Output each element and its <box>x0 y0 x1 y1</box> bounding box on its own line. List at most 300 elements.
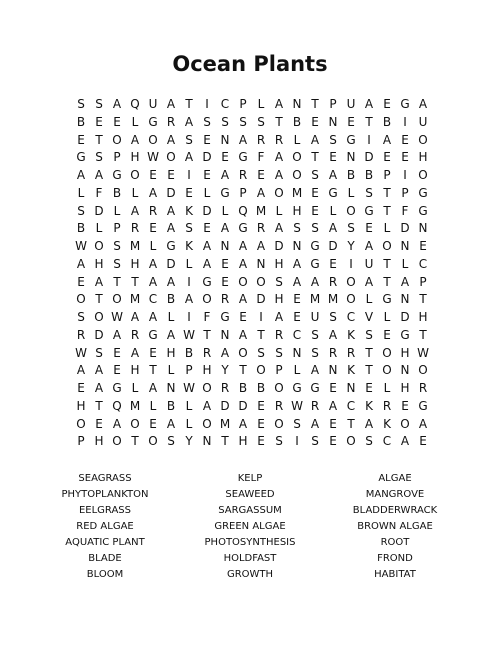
word-list-item: FROND <box>377 553 413 564</box>
grid-letter: I <box>187 168 191 182</box>
grid-letter: R <box>418 381 428 395</box>
grid-letter: A <box>400 434 410 449</box>
grid-letter: O <box>400 416 410 431</box>
grid-letter: A <box>238 256 248 271</box>
grid-letter: P <box>113 150 121 165</box>
grid-letter: N <box>400 239 410 253</box>
grid-letter: L <box>185 416 193 431</box>
grid-letter: E <box>293 310 301 324</box>
grid-row <box>72 96 432 114</box>
grid-letter: M <box>291 185 303 200</box>
grid-letter: L <box>77 185 85 200</box>
grid-row <box>72 433 432 451</box>
grid-letter: H <box>166 345 176 360</box>
grid-letter: W <box>183 381 195 395</box>
grid-letter: A <box>364 97 374 111</box>
grid-letter: T <box>95 132 103 147</box>
grid-letter: D <box>364 150 374 165</box>
grid-letter: P <box>77 434 85 449</box>
grid-letter: P <box>383 168 391 182</box>
grid-letter: T <box>131 274 139 289</box>
page-title: Ocean Plants <box>172 52 328 76</box>
word-list-row <box>0 567 500 583</box>
grid-letter: L <box>131 185 139 200</box>
grid-letter: S <box>257 345 265 360</box>
grid-letter: D <box>94 203 104 218</box>
grid-letter: A <box>238 239 248 253</box>
grid-letter: O <box>148 434 158 449</box>
grid-letter: A <box>220 168 230 182</box>
grid-letter: O <box>274 185 284 200</box>
grid-letter: D <box>328 239 338 253</box>
grid-letter: S <box>347 221 355 236</box>
grid-letter: G <box>292 381 302 395</box>
grid-letter: A <box>328 327 338 342</box>
grid-letter: R <box>238 168 248 182</box>
grid-letter: O <box>76 416 86 431</box>
grid-letter: R <box>202 345 212 360</box>
grid-letter: A <box>148 256 158 271</box>
grid-letter: B <box>256 381 266 395</box>
grid-letter: E <box>95 416 103 431</box>
grid-letter: W <box>291 398 303 413</box>
grid-letter: O <box>292 168 302 182</box>
grid-letter: L <box>401 256 409 271</box>
grid-letter: A <box>184 114 194 129</box>
grid-letter: T <box>365 345 373 360</box>
word-list-item: BLADE <box>88 553 122 564</box>
grid-letter: H <box>238 434 248 449</box>
grid-letter: A <box>166 416 176 431</box>
grid-letter: E <box>365 381 373 395</box>
grid-letter: P <box>239 185 247 200</box>
grid-letter: T <box>203 327 211 342</box>
grid-letter: S <box>95 150 103 165</box>
grid-letter: S <box>365 434 373 449</box>
grid-letter: A <box>166 97 176 111</box>
grid-letter: C <box>418 256 428 271</box>
grid-letter: N <box>346 150 356 165</box>
grid-letter: C <box>346 310 356 324</box>
word-list-item: RED ALGAE <box>76 521 134 532</box>
grid-letter: T <box>311 97 319 111</box>
grid-letter: N <box>220 239 230 253</box>
grid-letter: W <box>417 345 429 360</box>
grid-letter: A <box>364 239 374 253</box>
grid-row <box>72 256 432 274</box>
grid-letter: R <box>328 345 338 360</box>
grid-letter: O <box>346 292 356 307</box>
word-list-item: SEAWEED <box>225 489 275 500</box>
word-list-item: AQUATIC PLANT <box>65 537 145 548</box>
grid-letter: R <box>256 221 266 236</box>
grid-letter: R <box>274 398 284 413</box>
grid-letter: D <box>256 292 266 307</box>
grid-letter: T <box>257 327 265 342</box>
word-list-item: PHOTOSYNTHESIS <box>204 537 296 548</box>
grid-letter: A <box>130 132 140 147</box>
grid-letter: G <box>148 114 158 129</box>
grid-letter: O <box>112 434 122 449</box>
grid-letter: N <box>400 292 410 307</box>
word-list-row <box>0 487 500 503</box>
grid-letter: A <box>202 239 212 253</box>
grid-letter: G <box>364 203 374 218</box>
grid-letter: E <box>383 150 391 165</box>
grid-letter: S <box>185 221 193 236</box>
grid-letter: T <box>275 114 283 129</box>
grid-letter: E <box>311 114 319 129</box>
grid-letter: G <box>238 150 248 165</box>
grid-letter: H <box>274 256 284 271</box>
grid-letter: A <box>166 203 176 218</box>
grid-letter: A <box>418 97 428 111</box>
grid-letter: E <box>221 150 229 165</box>
grid-letter: A <box>310 132 320 147</box>
grid-letter: I <box>367 132 371 147</box>
grid-letter: A <box>274 97 284 111</box>
grid-letter: E <box>77 132 85 147</box>
grid-letter: E <box>365 221 373 236</box>
grid-letter: S <box>239 114 247 129</box>
grid-letter: A <box>220 345 230 360</box>
grid-letter: S <box>77 310 85 324</box>
word-list <box>0 471 500 583</box>
grid-letter: A <box>292 274 302 289</box>
grid-letter: A <box>148 381 158 395</box>
word-list-item: BLADDERWRACK <box>352 505 438 516</box>
grid-letter: R <box>166 114 176 129</box>
grid-letter: T <box>383 185 391 200</box>
grid-letter: T <box>383 256 391 271</box>
grid-letter: S <box>113 239 121 253</box>
grid-letter: T <box>419 327 427 342</box>
grid-letter: Y <box>185 434 193 449</box>
grid-letter: E <box>383 97 391 111</box>
grid-letter: W <box>147 150 159 165</box>
grid-letter: U <box>418 114 428 129</box>
word-list-item: HOLDFAST <box>223 553 277 564</box>
grid-letter: E <box>95 114 103 129</box>
grid-letter: S <box>311 221 319 236</box>
grid-letter: A <box>238 327 248 342</box>
grid-letter: O <box>256 274 266 289</box>
grid-letter: A <box>274 168 284 182</box>
grid-letter: A <box>202 256 212 271</box>
grid-letter: S <box>275 345 283 360</box>
grid-letter: C <box>292 327 302 342</box>
grid-letter: E <box>167 168 175 182</box>
grid-letter: E <box>149 168 157 182</box>
grid-letter: R <box>220 292 230 307</box>
grid-letter: G <box>310 239 320 253</box>
grid-letter: E <box>329 150 337 165</box>
grid-letter: K <box>185 239 193 253</box>
grid-letter: E <box>149 416 157 431</box>
grid-letter: M <box>129 239 141 253</box>
grid-letter: L <box>383 310 391 324</box>
grid-letter: G <box>220 310 230 324</box>
grid-letter: A <box>238 416 248 431</box>
grid-letter: E <box>257 434 265 449</box>
grid-letter: E <box>113 345 121 360</box>
grid-letter: H <box>130 256 140 271</box>
grid-letter: O <box>202 381 212 395</box>
grid-letter: Y <box>221 363 229 378</box>
grid-letter: I <box>187 274 191 289</box>
grid-letter: S <box>77 97 85 111</box>
word-list-row <box>0 535 500 551</box>
grid-letter: E <box>329 381 337 395</box>
grid-letter: S <box>311 168 319 182</box>
grid-letter: A <box>166 132 176 147</box>
grid-letter: S <box>95 345 103 360</box>
grid-letter: H <box>76 398 86 413</box>
grid-letter: G <box>382 292 392 307</box>
grid-letter: S <box>221 114 229 129</box>
grid-letter: T <box>149 363 157 378</box>
grid-letter: N <box>220 132 230 147</box>
grid-letter: L <box>383 381 391 395</box>
grid-letter: O <box>202 292 212 307</box>
word-list-row <box>0 519 500 535</box>
grid-letter: U <box>310 310 320 324</box>
grid-letter: A <box>202 398 212 413</box>
grid-letter: L <box>167 363 175 378</box>
grid-letter: A <box>94 381 104 395</box>
grid-letter: G <box>418 185 428 200</box>
grid-letter: A <box>400 274 410 289</box>
grid-letter: P <box>185 363 193 378</box>
grid-letter: E <box>149 221 157 236</box>
grid-letter: A <box>256 239 266 253</box>
grid-letter: G <box>328 185 338 200</box>
grid-letter: R <box>220 381 230 395</box>
grid-letter: L <box>131 114 139 129</box>
grid-letter: A <box>364 274 374 289</box>
grid-letter: G <box>418 203 428 218</box>
grid-letter: G <box>166 239 176 253</box>
grid-letter: P <box>329 97 337 111</box>
grid-letter: E <box>311 203 319 218</box>
grid-letter: L <box>185 256 193 271</box>
grid-row <box>72 345 432 363</box>
grid-letter: O <box>166 150 176 165</box>
grid-letter: L <box>167 310 175 324</box>
grid-letter: S <box>77 203 85 218</box>
grid-row <box>72 309 432 327</box>
grid-row <box>72 220 432 238</box>
grid-letter: A <box>94 168 104 182</box>
grid-letter: L <box>293 132 301 147</box>
grid-letter: M <box>309 292 321 307</box>
grid-letter: F <box>257 150 265 165</box>
grid-letter: E <box>149 345 157 360</box>
grid-letter: U <box>148 97 158 111</box>
grid-letter: B <box>76 114 86 129</box>
grid-letter: S <box>275 434 283 449</box>
grid-letter: G <box>76 150 86 165</box>
grid-letter: S <box>167 434 175 449</box>
grid-letter: A <box>76 168 86 182</box>
grid-letter: C <box>346 398 356 413</box>
grid-letter: G <box>238 221 248 236</box>
grid-letter: A <box>418 416 428 431</box>
grid-letter: A <box>274 310 284 324</box>
grid-letter: G <box>310 256 320 271</box>
grid-letter: O <box>418 132 428 147</box>
grid-letter: B <box>292 114 302 129</box>
grid-letter: A <box>76 256 86 271</box>
grid-letter: I <box>403 168 407 182</box>
grid-letter: T <box>221 434 229 449</box>
grid-letter: O <box>274 416 284 431</box>
grid-letter: H <box>400 345 410 360</box>
grid-letter: B <box>166 292 176 307</box>
word-search-grid <box>72 96 432 451</box>
grid-letter: A <box>328 168 338 182</box>
grid-letter: P <box>419 274 427 289</box>
grid-letter: S <box>311 434 319 449</box>
grid-letter: H <box>400 381 410 395</box>
grid-letter: G <box>418 398 428 413</box>
grid-letter: E <box>113 363 121 378</box>
grid-letter: L <box>131 381 139 395</box>
grid-letter: F <box>95 185 103 200</box>
grid-letter: C <box>382 434 392 449</box>
grid-letter: W <box>75 239 87 253</box>
grid-letter: T <box>365 363 373 378</box>
grid-letter: O <box>148 132 158 147</box>
grid-row <box>72 362 432 380</box>
grid-letter: A <box>274 221 284 236</box>
word-list-item: BLOOM <box>86 569 124 580</box>
word-list-item: ALGAE <box>378 473 412 484</box>
grid-row <box>72 114 432 132</box>
grid-letter: S <box>365 185 373 200</box>
grid-letter: E <box>383 327 391 342</box>
grid-letter: O <box>130 168 140 182</box>
grid-letter: G <box>400 97 410 111</box>
grid-letter: A <box>256 185 266 200</box>
grid-letter: D <box>94 327 104 342</box>
grid-letter: S <box>329 310 337 324</box>
grid-letter: L <box>257 97 265 111</box>
grid-letter: H <box>418 310 428 324</box>
grid-letter: O <box>238 274 248 289</box>
grid-row <box>72 416 432 434</box>
grid-letter: F <box>203 310 211 324</box>
grid-letter: G <box>112 168 122 182</box>
grid-letter: M <box>219 416 231 431</box>
grid-letter: H <box>202 363 212 378</box>
grid-letter: O <box>418 363 428 378</box>
grid-letter: A <box>130 203 140 218</box>
grid-letter: L <box>221 203 229 218</box>
grid-letter: O <box>292 150 302 165</box>
grid-letter: L <box>95 221 103 236</box>
word-list-item: EELGRASS <box>78 505 132 516</box>
grid-letter: A <box>112 97 122 111</box>
grid-letter: M <box>255 203 267 218</box>
word-list-item: SARGASSUM <box>218 505 282 516</box>
grid-letter: G <box>400 327 410 342</box>
grid-letter: A <box>148 185 158 200</box>
grid-letter: O <box>346 434 356 449</box>
grid-letter: A <box>148 310 158 324</box>
grid-letter: E <box>203 132 211 147</box>
grid-letter: K <box>185 203 193 218</box>
grid-letter: S <box>365 327 373 342</box>
grid-letter: Q <box>112 398 122 413</box>
grid-letter: T <box>239 363 247 378</box>
grid-letter: E <box>203 221 211 236</box>
grid-letter: A <box>76 363 86 378</box>
grid-letter: B <box>112 185 122 200</box>
grid-letter: B <box>382 114 392 129</box>
grid-row <box>72 203 432 221</box>
grid-letter: T <box>311 150 319 165</box>
grid-letter: O <box>382 345 392 360</box>
grid-letter: O <box>382 363 392 378</box>
grid-letter: R <box>328 274 338 289</box>
grid-letter: G <box>148 327 158 342</box>
grid-letter: P <box>113 221 121 236</box>
grid-letter: O <box>346 203 356 218</box>
grid-letter: T <box>113 274 121 289</box>
grid-letter: T <box>419 292 427 307</box>
grid-letter: W <box>75 345 87 360</box>
grid-row <box>72 149 432 167</box>
grid-letter: L <box>329 203 337 218</box>
grid-letter: I <box>295 434 299 449</box>
grid-letter: L <box>275 203 283 218</box>
grid-letter: H <box>94 256 104 271</box>
grid-letter: E <box>239 310 247 324</box>
grid-letter: O <box>112 132 122 147</box>
grid-letter: D <box>238 398 248 413</box>
grid-letter: E <box>329 416 337 431</box>
grid-letter: O <box>130 416 140 431</box>
word-list-item: GREEN ALGAE <box>214 521 286 532</box>
grid-letter: O <box>112 292 122 307</box>
grid-letter: D <box>166 256 176 271</box>
grid-letter: O <box>94 310 104 324</box>
grid-letter: E <box>401 398 409 413</box>
grid-letter: N <box>346 381 356 395</box>
grid-letter: B <box>364 168 374 182</box>
grid-letter: E <box>419 239 427 253</box>
grid-letter: E <box>221 256 229 271</box>
grid-letter: R <box>130 327 140 342</box>
grid-letter: E <box>329 256 337 271</box>
grid-letter: A <box>274 150 284 165</box>
grid-letter: E <box>185 185 193 200</box>
grid-letter: T <box>383 274 391 289</box>
grid-letter: E <box>203 168 211 182</box>
grid-letter: O <box>202 416 212 431</box>
grid-letter: N <box>292 97 302 111</box>
grid-letter: A <box>130 310 140 324</box>
grid-letter: O <box>274 381 284 395</box>
grid-letter: A <box>166 327 176 342</box>
grid-letter: W <box>183 327 195 342</box>
grid-letter: M <box>129 398 141 413</box>
grid-row <box>72 238 432 256</box>
grid-letter: L <box>149 239 157 253</box>
grid-letter: P <box>275 363 283 378</box>
word-list-row <box>0 551 500 567</box>
